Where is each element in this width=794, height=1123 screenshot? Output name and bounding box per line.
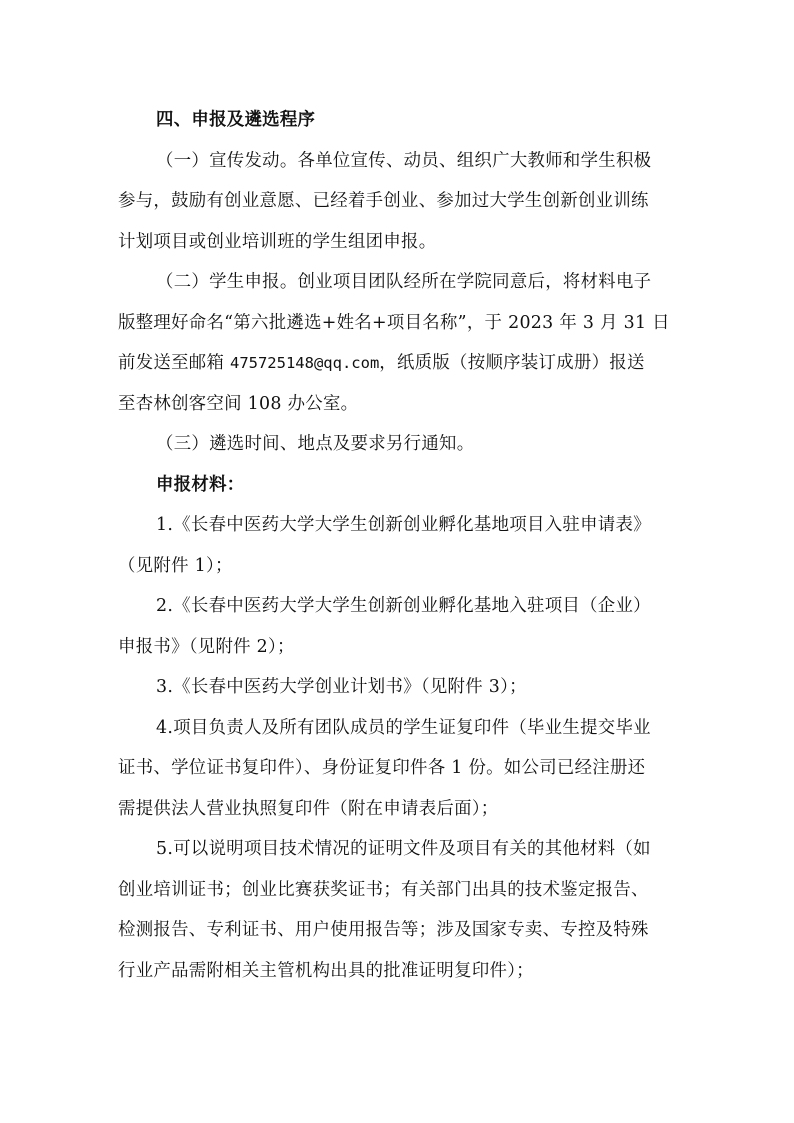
text-fragment: ，纸质版（按顺序装订成册）报送 (379, 353, 645, 373)
material-item-2 (118, 586, 680, 667)
text-line: 创业培训证书；创业比赛获奖证书；有关部门出具的技术鉴定报告、 (118, 879, 649, 900)
material-item-3 (118, 667, 680, 708)
section-heading: 四、申报及遴选程序 (156, 110, 316, 130)
text-line: 5.可以说明项目技术情况的证明文件及项目有关的其他材料（如 (156, 839, 651, 859)
paragraph-publicity (118, 141, 680, 263)
text-line: 行业产品需附相关主管机构出具的批准证明复印件）； (118, 960, 534, 981)
text-line: 4.项目负责人及所有团队成员的学生证复印件（毕业生提交毕业 (156, 717, 651, 738)
text-line: 3.《长春中医药大学创业计划书》（见附件 3）； (156, 677, 527, 697)
text-line: 版整理好命名“第六批遴选+姓名+项目名称”，于 2023 年 3 月 31 日 (118, 312, 670, 333)
text-line: 2.《长春中医药大学大学生创新创业孵化基地入驻项目（企业） (156, 596, 651, 616)
text-line: 申报书》（见附件 2）； (118, 636, 295, 657)
material-item-4 (118, 708, 680, 830)
text-line: 计划项目或创业培训班的学生组团申报。 (118, 231, 437, 252)
text-line: 参与，鼓励有创业意愿、已经着手创业、参加过大学生创新创业训练 (118, 191, 649, 211)
text-line: 至杏林创客空间 108 办公室。 (118, 393, 359, 414)
email-address: 475725148@qq.com (229, 354, 380, 372)
text-line: 需提供法人营业执照复印件（附在申请表后面）； (118, 798, 499, 819)
paragraph-student-application (118, 262, 680, 424)
text-line: （见附件 1）； (118, 555, 233, 576)
text-line: （二）学生申报。创业项目团队经所在学院同意后，将材料电子 (156, 272, 652, 292)
document-body (118, 100, 680, 991)
material-item-5 (118, 829, 680, 991)
material-item-1 (118, 505, 680, 586)
paragraph-selection-notice (118, 424, 680, 465)
text-line: 检测报告、专利证书、用户使用报告等；涉及国家专卖、专控及特殊 (118, 920, 649, 940)
text-line: （一）宣传发动。各单位宣传、动员、组织广大教师和学生积极 (156, 150, 652, 171)
text-line: （三）遴选时间、地点及要求另行通知。 (156, 434, 475, 454)
text-fragment: 前发送至邮箱 (118, 353, 230, 373)
text-line: 证书、学位证书复印件）、身份证复印件各 1 份。如公司已经注册还 (118, 758, 646, 778)
materials-heading: 申报材料： (156, 474, 245, 495)
text-line-with-email (118, 343, 680, 384)
text-line: 1.《长春中医药大学大学生创新创业孵化基地项目入驻申请表》 (156, 515, 651, 535)
